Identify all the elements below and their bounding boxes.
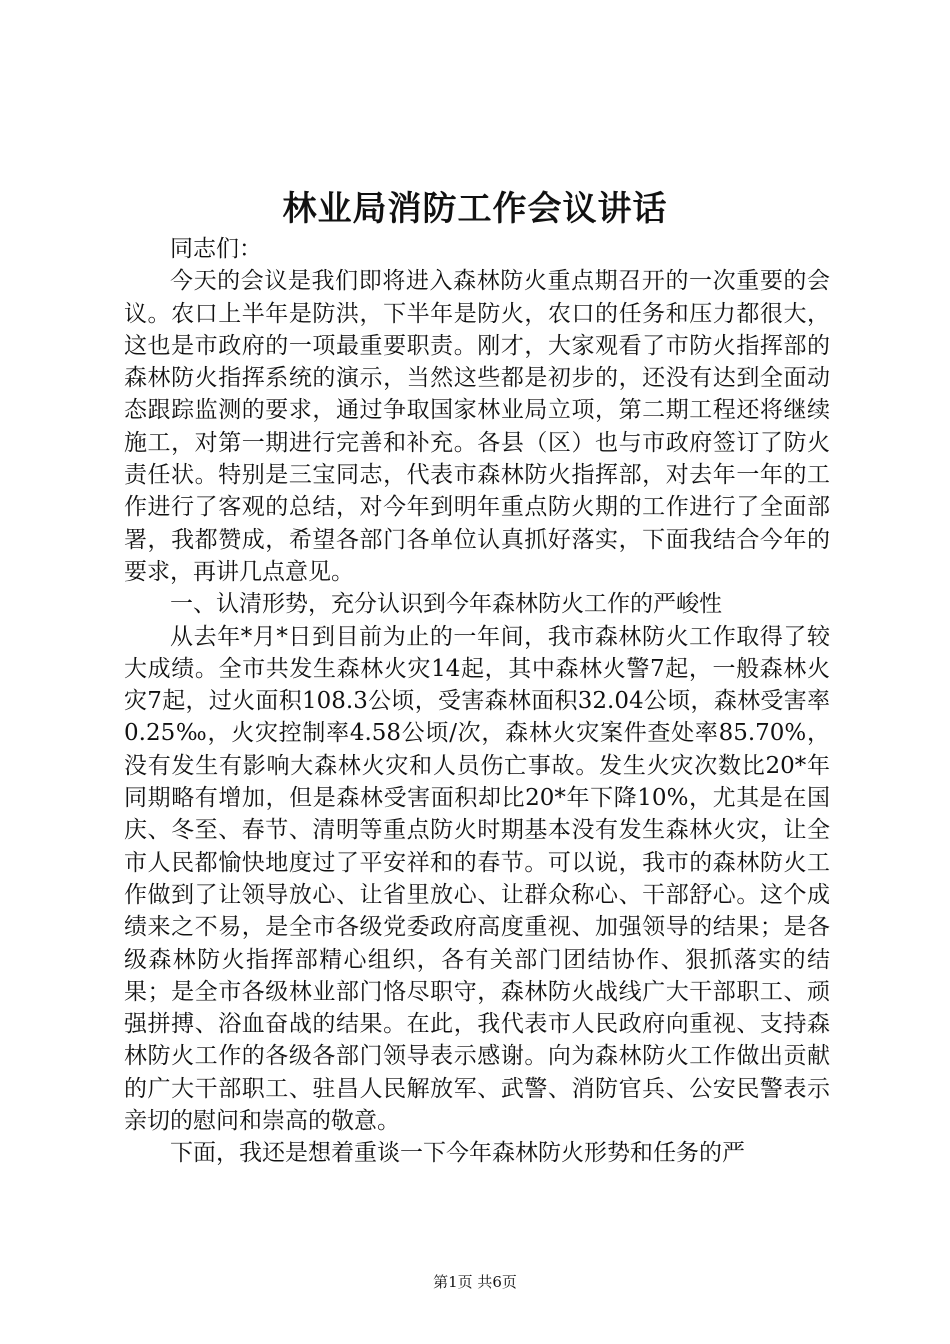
paragraph-achievements: 从去年*月*日到目前为止的一年间，我市森林防火工作取得了较大成绩。全市共发生森林火灾14起，其中森林火警7起，一般森林火灾7起，过火面积108.3公顷，受害森林面积32.04公顷，森林受害率0.25‰，火灾控制率4.58公顷/次，森林火灾案件查处率85.70%，没有发生有影响大森林火灾和人员伤亡事故。发生火灾次数比20*年同期略有增加，但是森林受害面积却比20*年下降10%，尤其是在国庆、冬至、春节、清明等重点防火时期基本没有发生森林火灾，让全市人民都愉快地度过了平安祥和的春节。可以说，我市的森林防火工作做到了让领导放心、让省里放心、让群众称心、干部舒心。这个成绩来之不易，是全市各级党委政府高度重视、加强领导的结果；是各级森林防火指挥部精心组织，各有关部门团结协作、狠抓落实的结果；是全市各级林业部门恪尽职守，森林防火战线广大干部职工、顽强拼搏、浴血奋战的结果。在此，我代表市人民政府向重视、支持森林防火工作的各级各部门领导表示感谢。向为森林防火工作做出贡献的广大干部职工、驻昌人民解放军、武警、消防官兵、公安民警表示亲切的慰问和崇高的敬意。 <box>124 623 830 1135</box>
paragraph-continued: 下面，我还是想着重谈一下今年森林防火形势和任务的严 <box>170 1140 745 1167</box>
page-number-footer: 第1页 共6页 <box>433 1273 517 1291</box>
salutation: 同志们： <box>170 236 262 262</box>
document-body <box>124 233 830 1170</box>
paragraph-intro: 今天的会议是我们即将进入森林防火重点期召开的一次重要的会议。农口上半年是防洪，下半年是防火，农口的任务和压力都很大，这也是市政府的一项最重要职责。刚才，大家观看了市防火指挥部的森林防火指挥系统的演示，当然这些都是初步的，还没有达到全面动态跟踪监测的要求，通过争取国家林业局立项，第二期工程还将继续施工，对第一期进行完善和补充。各县（区）也与市政府签订了防火责任状。特别是三宝同志，代表市森林防火指挥部，对去年一年的工作进行了客观的总结，对今年到明年重点防火期的工作进行了全面部署，我都赞成，希望各部门各单位认真抓好落实，下面我结合今年的要求，再讲几点意见。 <box>124 268 830 585</box>
section-heading-1: 一、认清形势，充分认识到今年森林防火工作的严峻性 <box>170 591 722 618</box>
document-title: 林业局消防工作会议讲话 <box>282 189 668 229</box>
